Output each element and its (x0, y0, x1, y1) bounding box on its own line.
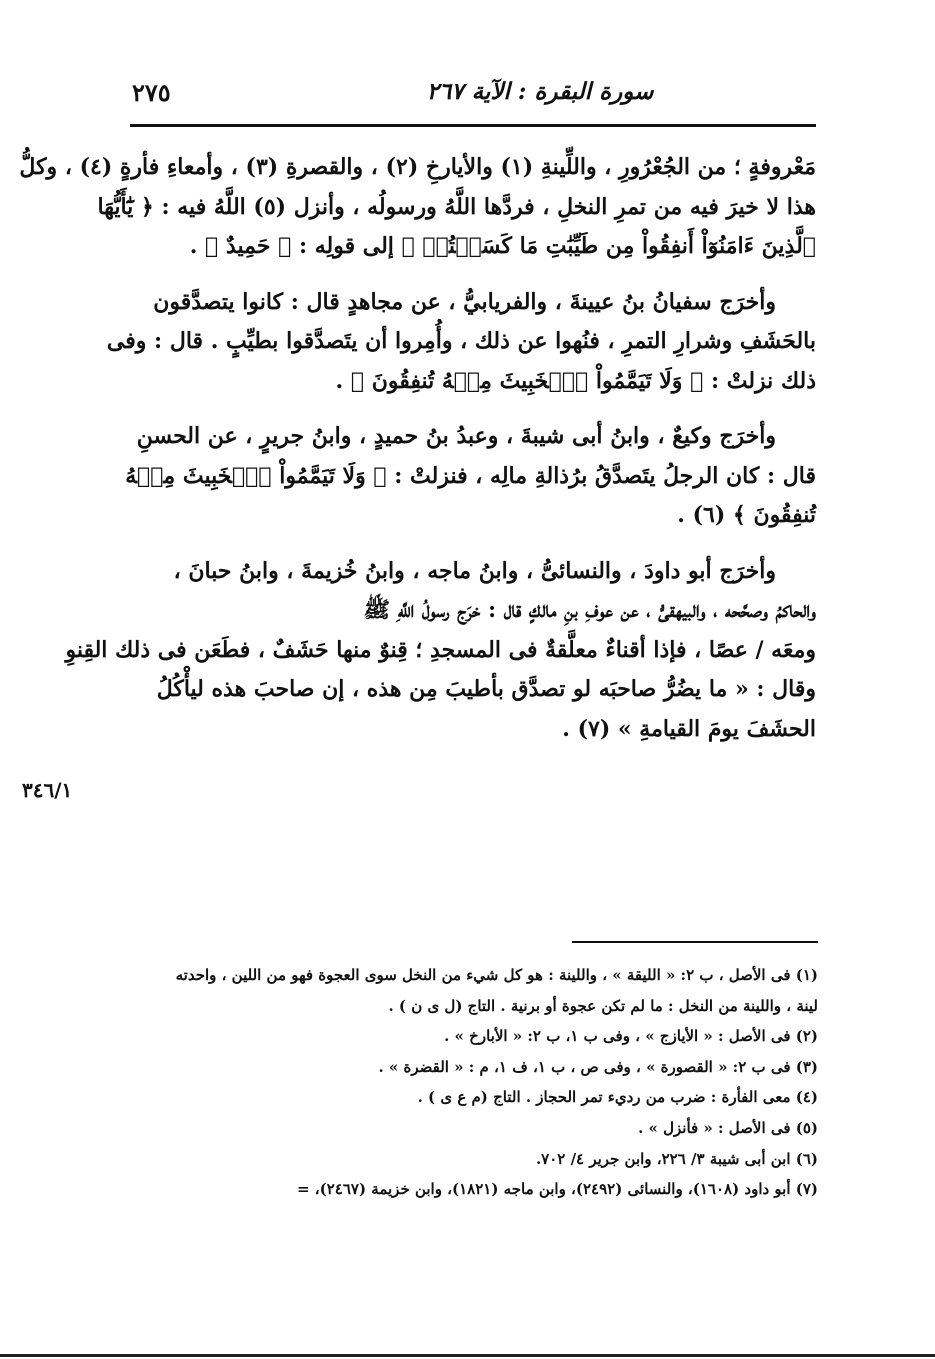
text-line: تُنفِقُونَ ﴾ (٦) . (677, 502, 816, 528)
footnote-line: (٤) معى الفأرة : ضرب من رديء تمر الحجاز . التاج (م ع ى ) . (417, 1088, 818, 1107)
text-line: مَعْروفةٍ ؛ من الجُعْرُورِ ، واللِّينةِ (١) والأيارخِ (٢) ، والقصرةِ (٣) ، وأمعاءِ فأرةٍ (٤) ، وكلُّ (19, 154, 816, 180)
footnote-line: (٣) فى ب ٢: « القصورة » ، وفى ص ، ب ١، ف ١، م : « القضرة » . (378, 1057, 818, 1076)
text-line: وأخرَج سفيانُ بنُ عيينةَ ، والفريابيُّ ، عن مجاهدٍ قال : كانوا يتصدَّقون (153, 288, 776, 315)
body-text (19, 148, 816, 765)
text-line: بالحَشَفِ وشرارِ التمرِ ، فنُهوا عن ذلك ، وأُمِروا أن يتَصدَّقوا بطيِّبٍ . قال : وفى (106, 328, 816, 354)
footnote-line: (٦) ابن أبى شيبة ٣/ ٢٢٦، وابن جرير ٤/ ٧٠٢. (535, 1149, 818, 1168)
paragraph-2 (106, 283, 816, 402)
text-line: ٱلَّذِينَ ءَامَنُوٓاْ أَنفِقُواْ مِن طَيِّبَٰتِ مَا كَسَبۡتُمۡ ﴾ إلى قولِه : ﴿ حَمِيدٌ ﴾ . (189, 233, 816, 259)
paragraph-3 (125, 417, 816, 536)
footnote-rule (572, 941, 818, 943)
text-line: والحاكمُ وصحَّحه ، والبيهقىُّ ، عن عوفِ بنِ مالكٍ قال : خرَج رسولُ اللَّهِ ﷺ (363, 597, 816, 623)
footnote-line: (٧) أبو داود (١٦٠٨)، والنسائى (٢٤٩٢)، وابن ماجه (١٨٢١)، وابن خزيمة (٢٤٦٧)، = (297, 1180, 818, 1199)
text-line: هذا لا خيرَ فيه من تمرِ النخلِ ، فردَّها اللَّهُ ورسولُه ، وأنزل (٥) اللَّهُ فيه : ﴿ يَٰٓأَيُّهَا (97, 193, 816, 220)
text-line: ذلك نزلتْ : ﴿ وَلَا تَيَمَّمُواْ ٱلۡخَبِيثَ مِنۡهُ تُنفِقُونَ ﴾ . (335, 367, 816, 394)
footnote-line: لينة ، واللينة من النخل : ما لم تكن عجوة أو برنية . التاج (ل ى ن ) . (388, 996, 818, 1015)
text-line: الحشَفَ يومَ القيامةِ » (٧) . (562, 715, 816, 742)
footnotes (130, 960, 818, 1205)
page-header (130, 78, 814, 122)
footnote-line: (٥) فى الأصل : « فأنزل » . (638, 1118, 818, 1137)
margin-reference: ٣٤٦/١ (22, 778, 73, 802)
footnote-line: (٢) فى الأصل : « الأيازج » ، وفى ب ١، ب ٢: « الأبارخ » . (444, 1027, 818, 1046)
footnote-line: (١) فى الأصل ، ب ٢: « الليقة » ، واللينة : هو كل شيء من النخل سوى العجوة فهو من اللين ، واحدته (175, 966, 818, 984)
text-line: قال : كان الرجلُ يتَصدَّقُ برُذالةِ مالِه ، فنزلتْ : ﴿ وَلَا تَيَمَّمُواْ ٱلۡخَبِيثَ مِنۡهُ (125, 462, 816, 489)
page-bottom-edge (0, 1354, 935, 1357)
text-line: وقال : « ما يضُرُّ صاحبَه لو تصدَّق بأطيبَ مِن هذه ، إن صاحبَ هذه ليأْكُلُ (156, 676, 816, 702)
page-number: ٢٧٥ (132, 78, 171, 107)
text-line: ومعَه / عصًا ، فإذا أقناءٌ معلَّقةٌ فى المسجدِ ؛ قِنوٌ منها حَشَفٌ ، فطَعَن فى ذلك القِنوِ (65, 636, 816, 663)
paragraph-1 (19, 148, 816, 267)
text-line: وأخرَج أبو داودَ ، والنسائىُّ ، وابنُ ماجه ، وابنُ خُزيمةَ ، وابنُ حبانَ ، (173, 557, 776, 584)
header-rule (130, 124, 816, 127)
text-line: وأخرَج وكيعٌ ، وابنُ أبى شيبةَ ، وعبدُ بنُ حميدٍ ، وابنُ جريرٍ ، عن الحسنِ (136, 423, 776, 449)
paragraph-4 (65, 552, 816, 750)
running-title: سورة البقرة : الآية ٢٦٧ (426, 78, 654, 105)
